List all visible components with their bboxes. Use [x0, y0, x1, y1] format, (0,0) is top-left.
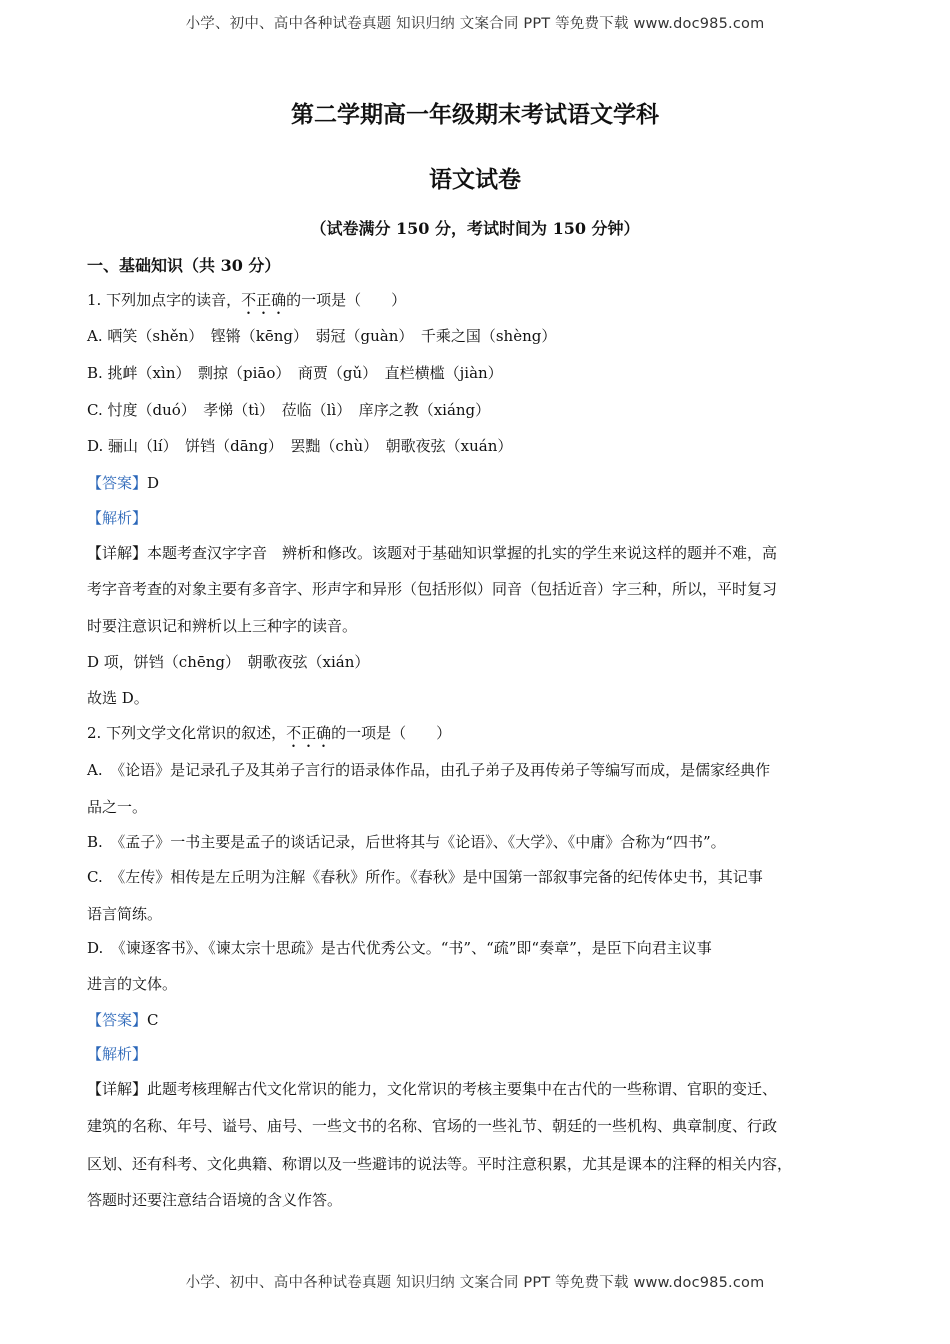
q1-stem-pre: 1. 下列加点字的读音， [87, 291, 242, 309]
q2-option-d-line1: D. 《谏逐客书》、《谏太宗十思疏》是古代优秀公文。“书”、“疏”即“奏章”，是臣下向君主议事 [87, 939, 712, 957]
q2-answer [87, 1009, 159, 1030]
page-header: 小学、初中、高中各种试卷真题 知识归纳 文案合同 PPT 等免费下载 www.doc985.com [185, 16, 765, 32]
detail-text: 本题考查汉字字音 辨析和修改。该题对于基础知识掌握的扎实的学生来说这样的题并不难，高 [147, 544, 778, 562]
page-footer: 小学、初中、高中各种试卷真题 知识归纳 文案合同 PPT 等免费下载 www.doc985.com [185, 1275, 765, 1291]
q2-option-d-line2: 进言的文体。 [87, 975, 178, 993]
q1-option-c: C. 忖度（duó） 孝悌（tì） 莅临（lì） 庠序之教（xiáng） [87, 401, 491, 419]
detail-tag: 【详解】 [87, 544, 148, 562]
q2-option-a-line1: A. 《论语》是记录孔子及其弟子言行的语录体作品，由孔子弟子及再传弟子等编写而成，是儒家经典作 [87, 761, 771, 779]
q1-detail-1 [87, 542, 777, 563]
q1-detail-3: 时要注意识记和辨析以上三种字的读音。 [87, 617, 358, 635]
q2-stem-pre: 2. 下列文学文化常识的叙述， [87, 724, 287, 742]
answer-tag: 【答案】 [87, 474, 148, 492]
q1-stem-post: 的一项是（ ） [286, 291, 407, 309]
q2-option-c-line1: C. 《左传》相传是左丘明为注解《春秋》所作。《春秋》是中国第一部叙事完备的纪传体史书，其记事 [87, 868, 763, 886]
q2-option-a-line2: 品之一。 [87, 798, 148, 816]
q2-analysis-tag: 【解析】 [87, 1045, 148, 1063]
section-heading: 一、基础知识（共 30 分） [87, 256, 281, 275]
q2-option-c-line2: 语言简练。 [87, 905, 163, 923]
q1-option-d: D. 骊山（lí） 饼铛（dāng） 罢黜（chù） 朝歌夜弦（xuán） [87, 437, 513, 455]
q2-detail-3: 区划、还有科考、文化典籍、称谓以及一些避讳的说法等。平时注意积累，尤其是课本的注释的相关内容， [87, 1155, 793, 1173]
exam-info: （试卷满分 150 分，考试时间为 150 分钟） [310, 219, 640, 238]
q1-analysis-tag: 【解析】 [87, 509, 148, 527]
answer-value: C [147, 1011, 159, 1029]
q1-option-a: A. 哂笑（shěn） 铿锵（kēng） 弱冠（guàn） 千乘之国（shèng） [87, 327, 557, 345]
q2-stem-post: 的一项是（ ） [331, 724, 452, 742]
q1-detail-5: 故选 D。 [87, 689, 149, 707]
detail-tag: 【详解】 [87, 1080, 148, 1098]
q2-stem [87, 722, 451, 751]
q1-detail-2: 考字音考查的对象主要有多音字、形声字和异形（包括形似）同音（包括近音）字三种，所以，平时复习 [87, 580, 778, 598]
q1-answer [87, 472, 159, 493]
q1-detail-4: D 项，饼铛（chēng） 朝歌夜弦（xián） [87, 653, 370, 671]
answer-tag: 【答案】 [87, 1011, 148, 1029]
detail-text: 此题考核理解古代文化常识的能力，文化常识的考核主要集中在古代的一些称谓、官职的变迁、 [147, 1080, 778, 1098]
q1-stem [87, 289, 406, 318]
q2-detail-2: 建筑的名称、年号、谥号、庙号、一些文书的名称、官场的一些礼节、朝廷的一些机构、典章制度、行政 [87, 1117, 778, 1135]
q2-detail-1 [87, 1078, 777, 1099]
q2-detail-4: 答题时还要注意结合语境的含义作答。 [87, 1191, 343, 1209]
q1-option-b: B. 挑衅（xìn） 剽掠（piāo） 商贾（gǔ） 直栏横槛（jiàn） [87, 364, 503, 382]
q1-stem-emphasis: 不正确 [241, 291, 287, 309]
answer-value: D [147, 474, 160, 492]
q2-option-b: B. 《孟子》一书主要是孟子的谈话记录，后世将其与《论语》、《大学》、《中庸》合称为“四书”。 [87, 833, 726, 851]
q2-stem-emphasis: 不正确 [286, 724, 332, 742]
exam-title: 第二学期高一年级期末考试语文学科 [291, 101, 659, 128]
paper-title: 语文试卷 [429, 166, 521, 193]
